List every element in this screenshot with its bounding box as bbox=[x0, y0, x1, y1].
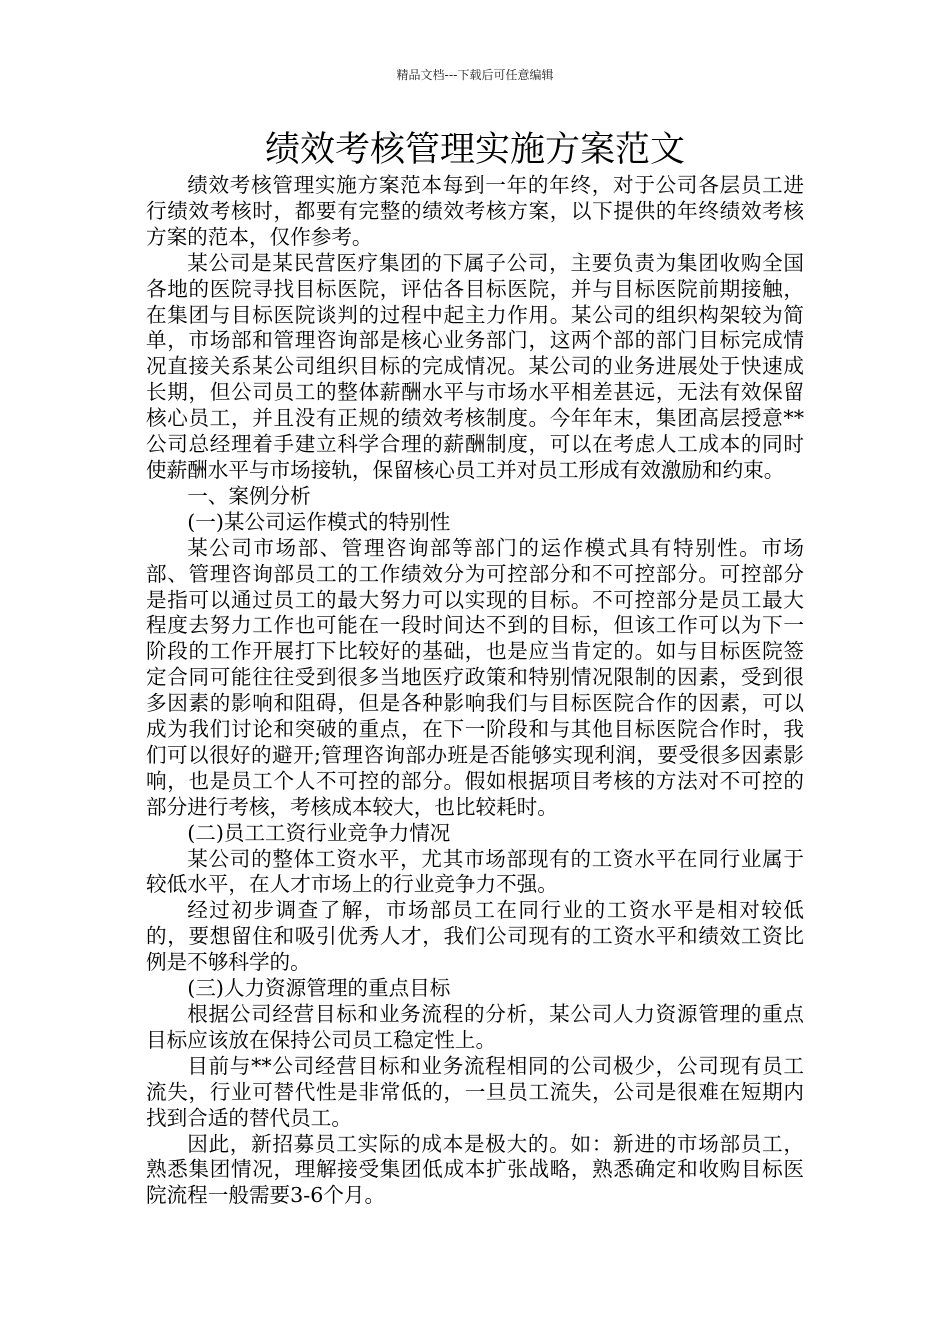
paragraph-intro: 绩效考核管理实施方案范本每到一年的年终，对于公司各层员工进行绩效考核时，都要有完整的绩效考核方案，以下提供的年终绩效考核方案的范本，仅作参考。 bbox=[146, 173, 804, 249]
section-heading-case-analysis: 一、案例分析 bbox=[187, 483, 311, 508]
subheading-operation-mode: (一)某公司运作模式的特别性 bbox=[187, 509, 451, 534]
paragraph-wage-level: 某公司的整体工资水平，尤其市场部现有的工资水平在同行业属于较低水平，在人才市场上的行业竞争力不强。 bbox=[146, 846, 804, 897]
paragraph-operation-mode: 某公司市场部、管理咨询部等部门的运作模式具有特别性。市场部、管理咨询部员工的工作绩效分为可控部分和不可控部分。可控部分是指可以通过员工的最大努力可以实现的目标。不可控部分是员工最大程度去努力工作也可能在一段时间达不到的目标，但该工作可以为下一阶段的工作开展打下比较好的基础，也是应当肯定的。如与目标医院签定合同可能往往受到很多当地医疗政策和特别情况限制的因素，受到很多因素的影响和阻碍，但是各种影响我们与目标医院合作的因素，可以成为我们讨论和突破的重点，在下一阶段和与其他目标医院合作时，我们可以很好的避开;管理咨询部办班是否能够实现利润，要受很多因素影响，也是员工个人不可控的部分。假如根据项目考核的方法对不可控的部分进行考核，考核成本较大，也比较耗时。 bbox=[146, 535, 804, 819]
paragraph-wage-survey: 经过初步调查了解，市场部员工在同行业的工资水平是相对较低的，要想留住和吸引优秀人才，我们公司现有的工资水平和绩效工资比例是不够科学的。 bbox=[146, 898, 804, 975]
subheading-wage-competitiveness: (二)员工工资行业竞争力情况 bbox=[187, 820, 451, 845]
paragraph-hr-targets: 根据公司经营目标和业务流程的分析，某公司人力资源管理的重点目标应该放在保持公司员工稳定性上。 bbox=[146, 1002, 804, 1052]
paragraph-staff-turnover: 目前与**公司经营目标和业务流程相同的公司极少，公司现有员工流失，行业可替代性是非常低的，一旦员工流失，公司是很难在短期内找到合适的替代员工。 bbox=[146, 1053, 804, 1130]
paragraph-background: 某公司是某民营医疗集团的下属子公司，主要负责为集团收购全国各地的医院寻找目标医院，评估各目标医院，并与目标医院前期接触，在集团与目标医院谈判的过程中起主力作用。某公司的组织构架较为简单，市场部和管理咨询部是核心业务部门，这两个部的部门目标完成情况直接关系某公司组织目标的完成情况。某公司的业务进展处于快速成长期，但公司员工的整体薪酬水平与市场水平相差甚远，无法有效保留核心员工，并且没有正规的绩效考核制度。今年年末，集团高层授意**公司总经理着手建立科学合理的薪酬制度，可以在考虑人工成本的同时使薪酬水平与市场接轨，保留核心员工并对员工形成有效激励和约束。 bbox=[146, 250, 804, 482]
page-header: 精品文档---下载后可任意编辑 bbox=[396, 68, 554, 82]
subheading-hr-targets: (三)人力资源管理的重点目标 bbox=[187, 976, 451, 1001]
document-body bbox=[146, 173, 804, 1209]
document-title: 绩效考核管理实施方案范文 bbox=[264, 130, 685, 170]
paragraph-hiring-cost: 因此，新招募员工实际的成本是极大的。如：新进的市场部员工，熟悉集团情况，理解接受集团低成本扩张战略，熟悉确定和收购目标医院流程一般需要3-6个月。 bbox=[146, 1131, 804, 1208]
